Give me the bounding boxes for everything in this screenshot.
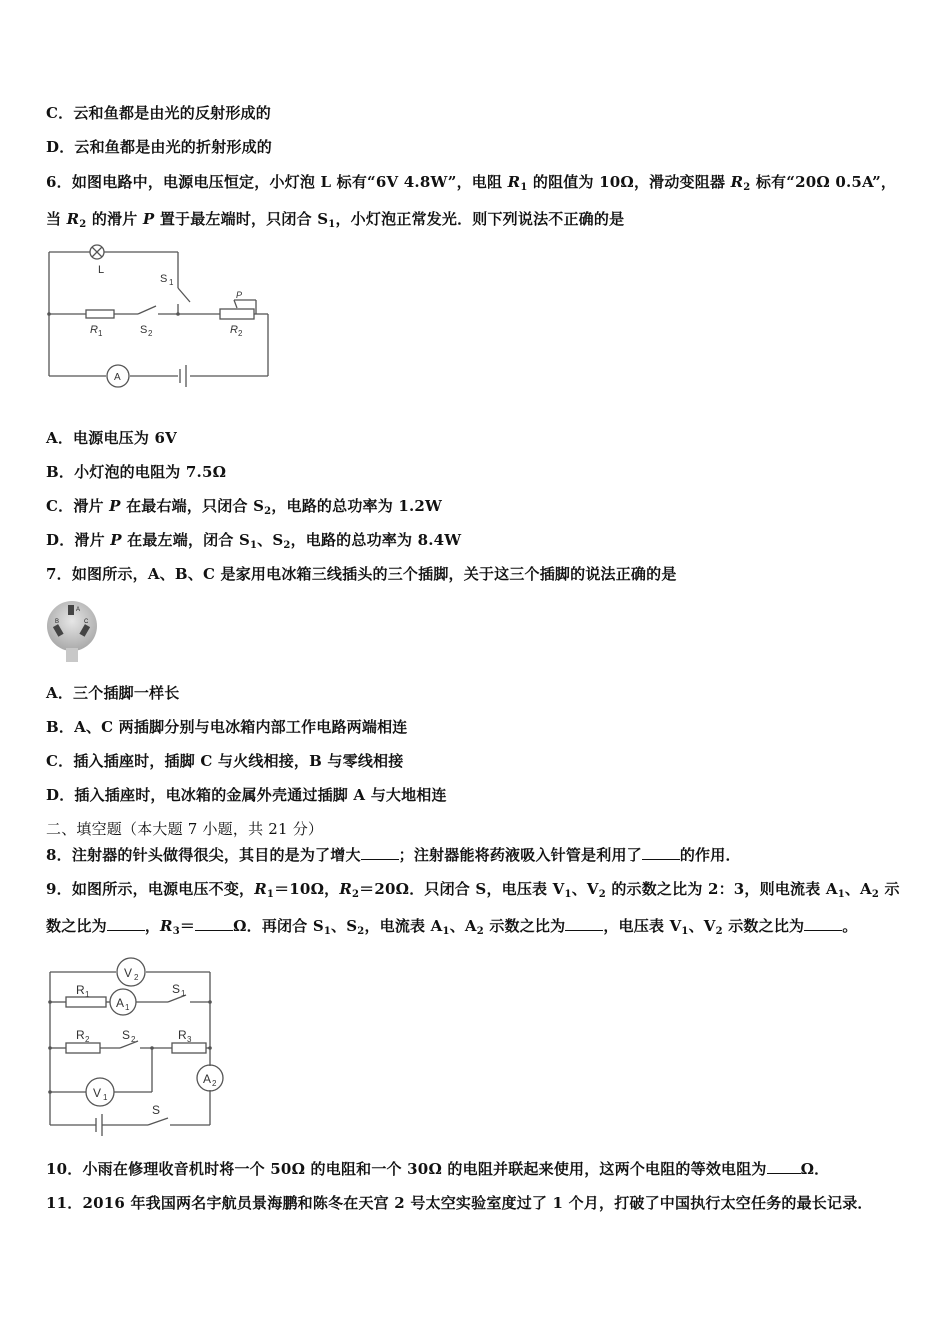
- label-S1-sub: 1: [169, 278, 174, 287]
- label-R1-sub: 1: [85, 990, 90, 999]
- label-S: S: [152, 1103, 161, 1117]
- label-S2-sub: 2: [148, 329, 153, 338]
- label-A: A: [114, 372, 121, 383]
- q7-option-c: C．插入插座时，插脚 C 与火线相接，B 与零线相接: [46, 752, 404, 770]
- q9-stem-line2: 数之比为 ，$R_3= \Omega$．再闭合 $S_1$、$S_2$，电流表 $A_1$、$A_2$ 示数之比为 ，电压表 $V_1$、$V_2$ 示数之比为 。: [46, 917, 858, 937]
- label-R3-sub: 3: [187, 1035, 192, 1044]
- label-R3: R: [178, 1028, 187, 1042]
- label-A2-sub: 2: [212, 1079, 217, 1088]
- label-S1: S: [172, 982, 181, 996]
- q6-option-c: C．滑片 P 在最右端，只闭合 $S_2$，电路的总功率为 1.2W: [46, 497, 443, 517]
- label-R2: R: [230, 324, 238, 336]
- label-S1-sub: 1: [181, 989, 186, 998]
- q7-plug-illustration: [44, 596, 100, 666]
- label-V1: V: [93, 1086, 102, 1100]
- label-R2: R: [76, 1028, 85, 1042]
- q6-stem-line1: 6．如图电路中，电源电压恒定，小灯泡 L 标有“6V 4.8W”，电阻 $R_1$ 的阻值为 10Ω，滑动变阻器 $R_2$ 标有“20Ω 0.5A”，: [46, 173, 897, 193]
- q6-option-b: B．小灯泡的电阻为 7.5Ω: [46, 463, 227, 481]
- label-V2-sub: 2: [134, 973, 139, 982]
- q5-option-d: D．云和鱼都是由光的折射形成的: [46, 138, 273, 156]
- label-R1-sub: 1: [98, 329, 103, 338]
- label-A1-sub: 1: [125, 1003, 130, 1012]
- label-S1: S: [160, 273, 168, 285]
- label-P: P: [236, 290, 243, 300]
- q5-option-c: C．云和鱼都是由光的反射形成的: [46, 104, 271, 122]
- label-A1: A: [116, 996, 125, 1010]
- q7-stem: 7．如图所示，A、B、C 是家用电冰箱三线插头的三个插脚，关于这三个插脚的说法正确的是: [46, 565, 677, 583]
- q7-option-b: B．A、C 两插脚分别与电冰箱内部工作电路两端相连: [46, 718, 408, 736]
- label-V2: V: [124, 966, 133, 980]
- plug-label-B: B: [55, 619, 60, 625]
- q10-stem: 10．小雨在修理收音机时将一个 50Ω 的电阻和一个 30Ω 的电阻并联起来使用，这两个电阻的等效电阻为 Ω．: [46, 1160, 830, 1178]
- label-S2: S: [140, 324, 148, 336]
- label-A2: A: [203, 1072, 212, 1086]
- section-2-heading: 二、填空题（本大题 7 小题，共 21 分）: [46, 820, 324, 838]
- label-L: L: [98, 264, 105, 276]
- label-R1: R: [90, 324, 98, 336]
- plug-label-A: A: [76, 607, 81, 613]
- q7-option-a: A．三个插脚一样长: [46, 684, 180, 702]
- q9-circuit-diagram: [40, 950, 240, 1140]
- label-R2-sub: 2: [85, 1035, 90, 1044]
- label-R2-sub: 2: [238, 329, 243, 338]
- q6-stem-line2: 当 $R_2$ 的滑片 P 置于最左端时，只闭合 $S_1$，小灯泡正常发光．则下列说法不正确的是: [46, 210, 625, 230]
- q9-stem-line1: 9．如图所示，电源电压不变，$R_1=10\Omega$，$R_2=20\Omega$．只闭合 S，电压表 $V_1$、$V_2$ 的示数之比为 2：3，则电流表 $A_1$、$A_2$ 示: [46, 880, 900, 900]
- label-V1-sub: 1: [103, 1093, 108, 1102]
- label-S2: S: [122, 1028, 131, 1042]
- q6-option-a: A．电源电压为 6V: [46, 429, 177, 447]
- label-R1: R: [76, 983, 85, 997]
- q7-option-d: D．插入插座时，电冰箱的金属外壳通过插脚 A 与大地相连: [46, 786, 447, 804]
- plug-label-C: C: [84, 619, 89, 625]
- q11-stem: 11．2016 年我国两名宇航员景海鹏和陈冬在天宫 2 号太空实验室度过了 1 个月，打破了中国执行太空任务的最长记录．: [46, 1194, 873, 1212]
- label-S2-sub: 2: [131, 1035, 136, 1044]
- q8-stem: 8．注射器的针头做得很尖，其目的是为了增大 ；注射器能将药液吸入针管是利用了 的作用．: [46, 846, 741, 864]
- q6-option-d: D．滑片 P 在最左端，闭合 $S_1$、$S_2$，电路的总功率为 8.4W: [46, 531, 462, 551]
- q6-circuit-diagram: [40, 238, 280, 388]
